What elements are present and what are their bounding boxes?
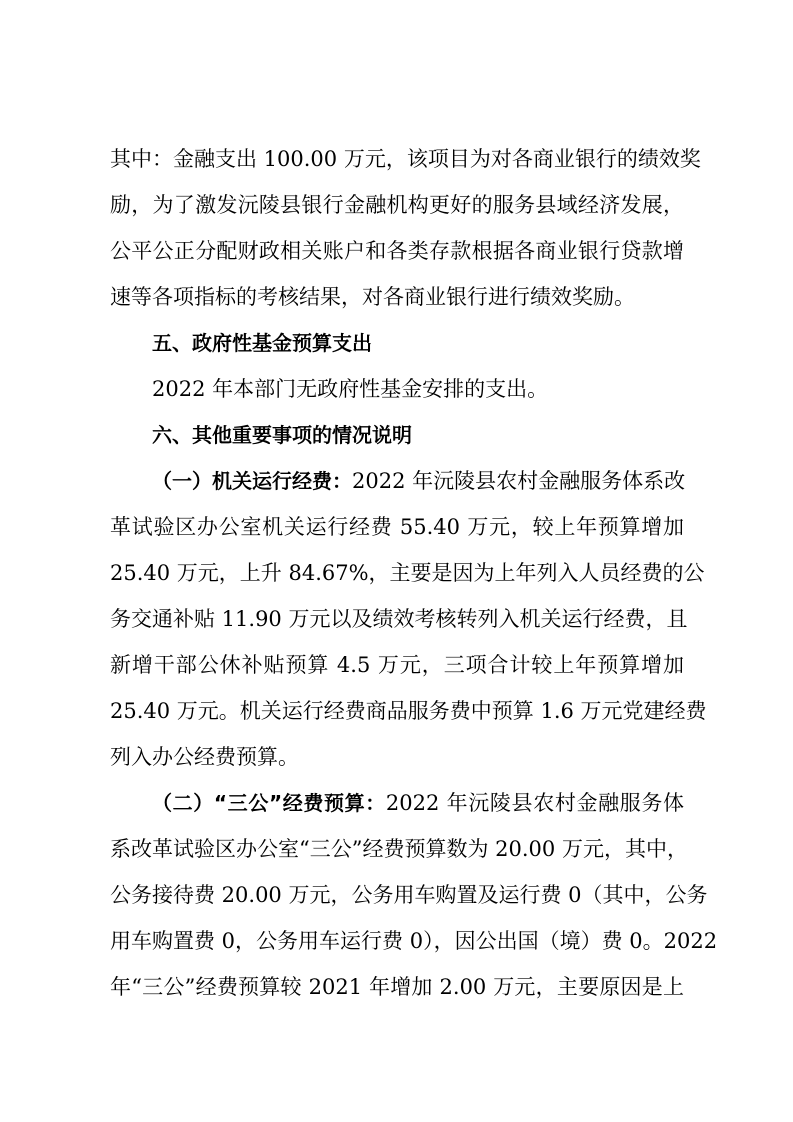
paragraph-line: 25.40 万元，上升 84.67%，主要是因为上年列入人员经费的公 — [110, 561, 705, 585]
subsection-label-2: （二）“三公”经费预算： — [152, 791, 386, 815]
subsection-line-1 — [152, 461, 684, 501]
paragraph-line: 速等各项指标的考核结果，对各商业银行进行绩效奖励。 — [110, 285, 635, 309]
paragraph-line: 公务接待费 20.00 万元，公务用车购置及运行费 0（其中，公务 — [110, 883, 708, 907]
paragraph-line: 系改革试验区办公室“三公”经费预算数为 20.00 万元，其中， — [110, 837, 688, 861]
paragraph-line: 其中：金融支出 100.00 万元，该项目为对各商业银行的绩效奖 — [110, 147, 701, 171]
paragraph-line: 公平公正分配财政相关账户和各类存款根据各商业银行贷款增 — [110, 239, 684, 263]
subsection-text-2: 2022 年沅陵县农村金融服务体 — [385, 791, 684, 815]
section-heading-6: 六、其他重要事项的情况说明 — [152, 423, 412, 447]
paragraph-line: 革试验区办公室机关运行经费 55.40 万元，较上年预算增加 — [110, 515, 684, 539]
section-heading-5: 五、政府性基金预算支出 — [152, 331, 372, 355]
paragraph-line: 列入办公经费预算。 — [110, 745, 299, 769]
subsection-line-2 — [152, 783, 684, 823]
paragraph-line: 年“三公”经费预算较 2021 年增加 2.00 万元，主要原因是上 — [110, 975, 684, 999]
subsection-label-1: （一）机关运行经费： — [152, 469, 352, 493]
paragraph-line: 励，为了激发沅陵县银行金融机构更好的服务县域经济发展， — [110, 193, 684, 217]
paragraph-line: 2022 年本部门无政府性基金安排的支出。 — [152, 377, 549, 401]
paragraph-line: 25.40 万元。机关运行经费商品服务费中预算 1.6 万元党建经费 — [110, 699, 707, 723]
paragraph-line: 务交通补贴 11.90 万元以及绩效考核转列入机关运行经费，且 — [110, 607, 688, 631]
subsection-text-1: 2022 年沅陵县农村金融服务体系改 — [352, 469, 686, 493]
paragraph-line: 新增干部公休补贴预算 4.5 万元，三项合计较上年预算增加 — [110, 653, 684, 677]
paragraph-line: 用车购置费 0，公务用车运行费 0），因公出国（境）费 0。2022 — [110, 929, 718, 953]
